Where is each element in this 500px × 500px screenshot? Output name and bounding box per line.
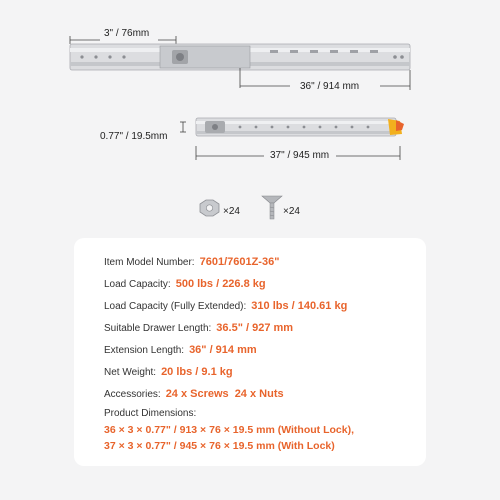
specs-card: [74, 238, 426, 466]
extended-slide-illustration: [0, 0, 500, 230]
extension-length-label: 36" / 914 mm: [300, 81, 360, 92]
hex-nut-icon: [200, 200, 219, 216]
spec-extension-length: Extension Length: 36" / 914 mm: [104, 344, 257, 356]
thickness-label: 0.77" / 19.5mm: [100, 131, 168, 142]
spec-load-capacity: Load Capacity: 500 lbs / 226.8 kg: [104, 278, 266, 290]
spec-load-capacity-extended: Load Capacity (Fully Extended): 310 lbs / 140.61 kg: [104, 300, 348, 312]
nut-count: ×24: [223, 206, 240, 217]
screw-count: ×24: [283, 206, 300, 217]
mount-length-label: 3" / 76mm: [104, 28, 150, 39]
spec-drawer-length: Suitable Drawer Length: 36.5" / 927 mm: [104, 322, 294, 334]
spec-product-dimensions: Product Dimensions:: [104, 408, 197, 419]
spec-net-weight: Net Weight: 20 lbs / 9.1 kg: [104, 366, 233, 378]
spec-accessories: Accessories: 24 x Screws 24 x Nuts: [104, 388, 284, 400]
spec-model: Item Model Number: 7601/7601Z-36": [104, 256, 280, 268]
countersunk-screw-icon: [262, 196, 282, 219]
product-dimensions-line2: 37 × 3 × 0.77" / 945 × 76 × 19.5 mm (With Lock): [104, 440, 335, 452]
closed-length-label: 37" / 945 mm: [270, 150, 330, 161]
product-dimensions-line1: 36 × 3 × 0.77" / 913 × 76 × 19.5 mm (Without Lock),: [104, 424, 354, 436]
